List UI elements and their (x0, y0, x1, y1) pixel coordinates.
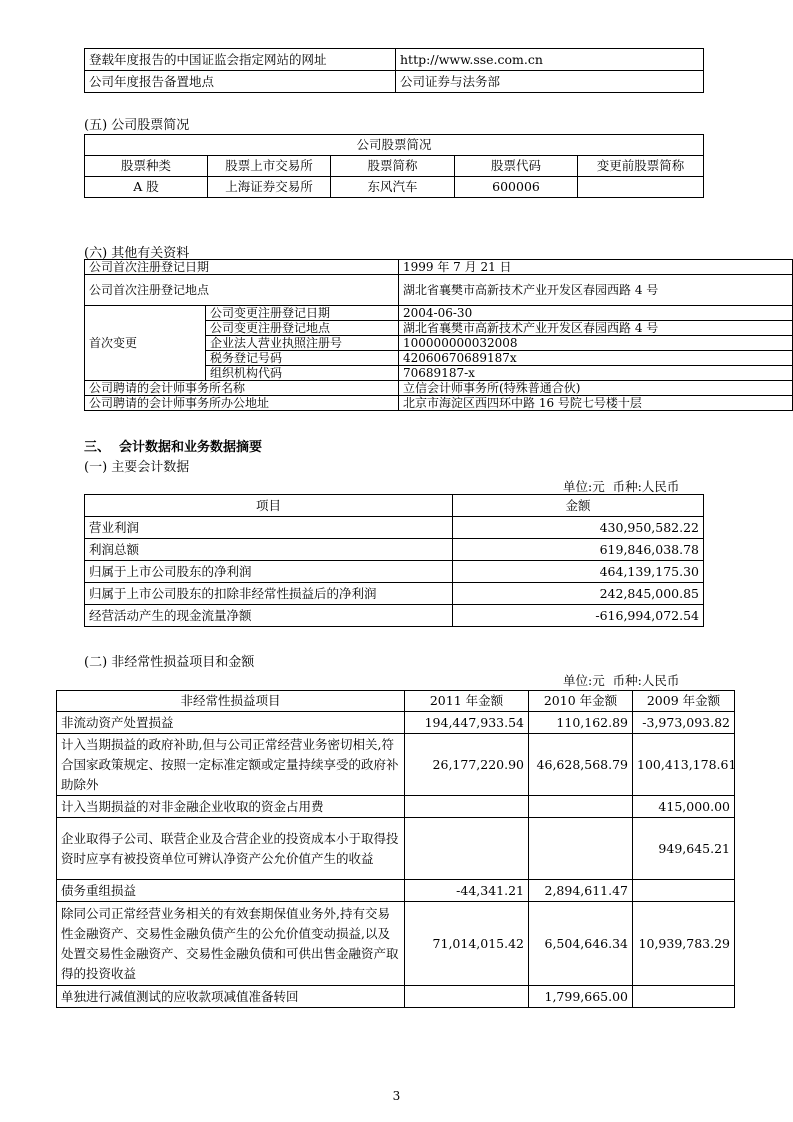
non-recurring-table (56, 690, 735, 1008)
table-cell: 公司聘请的会计师事务所办公地址 (85, 396, 399, 411)
table-cell: 194,447,933.54 (405, 712, 529, 734)
table-cell: 债务重组损益 (57, 880, 405, 902)
table-header: 股票种类 (85, 156, 208, 177)
table-cell: 1999 年 7 月 21 日 (399, 260, 793, 275)
table-cell: 415,000.00 (633, 796, 735, 818)
table-cell: 非流动资产处置损益 (57, 712, 405, 734)
table-cell: 除同公司正常经营业务相关的有效套期保值业务外,持有交易性金融资产、交易性金融负债产生的公允价值变动损益,以及处置交易性金融资产、交易性金融负债和可供出售金融资产取得的投资收益 (57, 902, 405, 986)
table-cell: 100,413,178.61 (633, 734, 735, 796)
table-cell: 北京市海淀区西四环中路 16 号院七号楼十层 (399, 396, 793, 411)
table-header: 2010 年金额 (529, 691, 633, 712)
table-cell (633, 986, 735, 1008)
unit-note: 单位:元 币种:人民币 (563, 479, 680, 494)
section3-title: 三、 会计数据和业务数据摘要 (84, 440, 263, 455)
table-cell: 东风汽车 (331, 177, 455, 198)
table-cell: 上海证券交易所 (208, 177, 331, 198)
table-cell: 计入当期损益的对非金融企业收取的资金占用费 (57, 796, 405, 818)
table-cell: 企业取得子公司、联营企业及合营企业的投资成本小于取得投资时应享有被投资单位可辨认净资产公允价值产生的收益 (57, 818, 405, 880)
stock-table (84, 134, 704, 198)
table-cell: 公司年度报告备置地点 (85, 71, 396, 93)
table-cell: 公司聘请的会计师事务所名称 (85, 381, 399, 396)
table-cell: 单独进行减值测试的应收款项减值准备转回 (57, 986, 405, 1008)
table-cell: 经营活动产生的现金流量净额 (85, 605, 453, 627)
section5-heading: (五) 公司股票简况 (84, 118, 190, 133)
table-cell (529, 796, 633, 818)
table-cell: 619,846,038.78 (453, 539, 704, 561)
table-cell: A 股 (85, 177, 208, 198)
table-header: 2009 年金额 (633, 691, 735, 712)
table-cell: 949,645.21 (633, 818, 735, 880)
section6-heading: (六) 其他有关资料 (84, 246, 190, 261)
table-header: 股票简称 (331, 156, 455, 177)
sub1-heading: (一) 主要会计数据 (84, 460, 190, 475)
table-cell: 归属于上市公司股东的净利润 (85, 561, 453, 583)
table-cell: 2004-06-30 (399, 306, 793, 321)
stock-table-title: 公司股票简况 (85, 135, 704, 156)
table-cell: 营业利润 (85, 517, 453, 539)
unit-note-2: 单位:元 币种:人民币 (563, 673, 680, 688)
table-cell: -3,973,093.82 (633, 712, 735, 734)
table-cell: 70689187-x (399, 366, 793, 381)
table-cell: 企业法人营业执照注册号 (206, 336, 399, 351)
table-cell: 6,504,646.34 (529, 902, 633, 986)
page-number: 3 (392, 1089, 401, 1103)
table-cell: 242,845,000.85 (453, 583, 704, 605)
table-cell: 公司首次注册登记日期 (85, 260, 399, 275)
table-cell: 464,139,175.30 (453, 561, 704, 583)
table-cell: 600006 (455, 177, 578, 198)
table-cell: 10,939,783.29 (633, 902, 735, 986)
main-accounting-table (84, 494, 704, 627)
table-cell (529, 818, 633, 880)
table-header: 变更前股票简称 (578, 156, 704, 177)
table-cell: 湖北省襄樊市高新技术产业开发区春园西路 4 号 (399, 321, 793, 336)
table-cell: 立信会计师事务所(特殊普通合伙) (399, 381, 793, 396)
table-cell: 430,950,582.22 (453, 517, 704, 539)
table-cell (578, 177, 704, 198)
table-header: 非经常性损益项目 (57, 691, 405, 712)
table-header: 股票上市交易所 (208, 156, 331, 177)
table-cell: 26,177,220.90 (405, 734, 529, 796)
table-cell: 公司变更注册登记地点 (206, 321, 399, 336)
table-cell: 42060670689187x (399, 351, 793, 366)
table-cell: 46,628,568.79 (529, 734, 633, 796)
table-cell: 公司证券与法务部 (396, 71, 704, 93)
table-cell: -616,994,072.54 (453, 605, 704, 627)
table-cell: 湖北省襄樊市高新技术产业开发区春园西路 4 号 (399, 275, 793, 306)
table-header: 项目 (85, 495, 453, 517)
table-cell: http://www.sse.com.cn (396, 49, 704, 71)
table-cell: 1,799,665.00 (529, 986, 633, 1008)
table-header: 股票代码 (455, 156, 578, 177)
table-cell: 公司变更注册登记日期 (206, 306, 399, 321)
table-cell (633, 880, 735, 902)
table-cell (405, 796, 529, 818)
table-cell: 税务登记号码 (206, 351, 399, 366)
table-cell: 计入当期损益的政府补助,但与公司正常经营业务密切相关,符合国家政策规定、按照一定标准定额或定量持续享受的政府补助除外 (57, 734, 405, 796)
report-info-table (84, 48, 704, 93)
table-cell: -44,341.21 (405, 880, 529, 902)
table-cell (405, 818, 529, 880)
table-cell: 100000000032008 (399, 336, 793, 351)
table-cell: 组织机构代码 (206, 366, 399, 381)
table-cell: 2,894,611.47 (529, 880, 633, 902)
change-group-label: 首次变更 (85, 306, 206, 381)
table-cell: 71,014,015.42 (405, 902, 529, 986)
table-cell: 公司首次注册登记地点 (85, 275, 399, 306)
other-info-table (84, 259, 793, 411)
table-cell: 归属于上市公司股东的扣除非经常性损益后的净利润 (85, 583, 453, 605)
table-cell (405, 986, 529, 1008)
table-cell: 登载年度报告的中国证监会指定网站的网址 (85, 49, 396, 71)
sub2-heading: (二) 非经常性损益项目和金额 (84, 655, 255, 670)
table-header: 金额 (453, 495, 704, 517)
table-header: 2011 年金额 (405, 691, 529, 712)
table-cell: 110,162.89 (529, 712, 633, 734)
table-cell: 利润总额 (85, 539, 453, 561)
